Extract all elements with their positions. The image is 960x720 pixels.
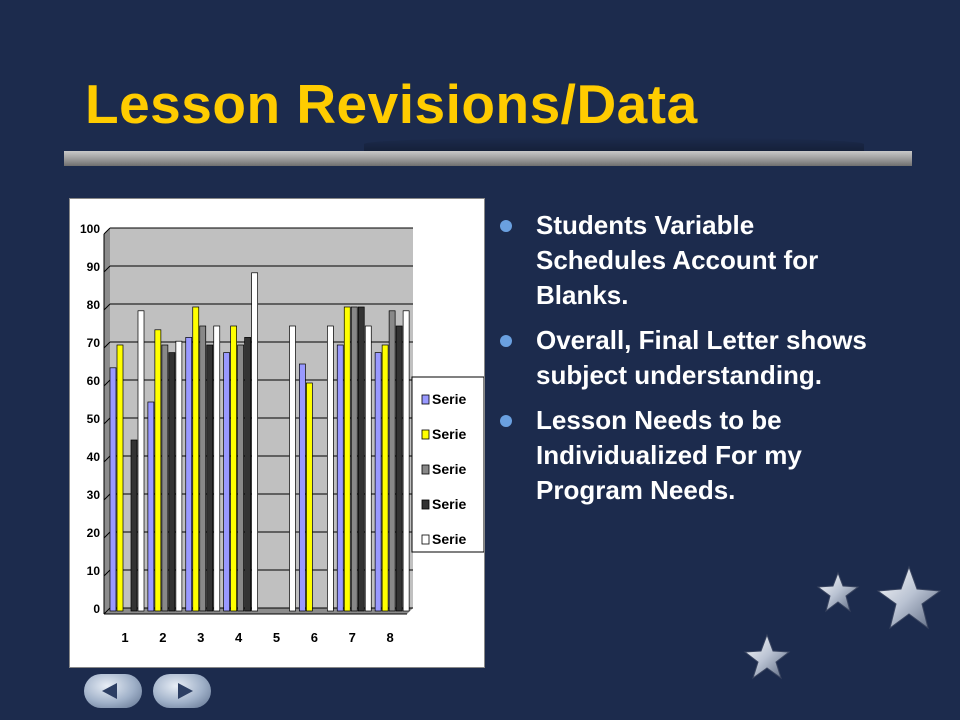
star-icon <box>745 635 789 678</box>
previous-slide-button[interactable] <box>84 674 142 708</box>
y-tick-label: 0 <box>93 602 100 616</box>
legend-label: Serie <box>432 426 467 442</box>
x-tick-label: 4 <box>234 630 243 645</box>
legend-label: Serie <box>432 391 467 407</box>
next-slide-button[interactable] <box>153 674 211 708</box>
x-tick-label: 1 <box>121 630 129 645</box>
x-tick-label: 7 <box>348 630 356 645</box>
star-icon <box>878 567 940 628</box>
bullet-text: Lesson Needs to be Individualized For my Program Needs. <box>536 405 802 505</box>
y-tick-label: 60 <box>86 374 100 388</box>
legend-label: Serie <box>432 461 467 477</box>
slide-title: Lesson Revisions/Data <box>85 73 698 135</box>
left-arrow-icon <box>84 674 142 708</box>
x-tick-label: 3 <box>197 630 205 645</box>
right-arrow-icon <box>153 674 211 708</box>
x-tick-label: 2 <box>159 630 167 645</box>
x-tick-label: 5 <box>272 630 281 645</box>
y-tick-label: 70 <box>86 336 100 350</box>
y-tick-label: 10 <box>86 564 100 578</box>
star-icon <box>818 573 858 611</box>
x-tick-label: 8 <box>386 630 394 645</box>
bullet-text: Overall, Final Letter shows subject understanding. <box>536 325 867 390</box>
legend-label: Serie <box>432 531 467 547</box>
y-tick-label: 100 <box>79 222 100 236</box>
y-tick-label: 50 <box>86 412 100 426</box>
x-tick-label: 6 <box>310 630 318 645</box>
y-tick-label: 40 <box>86 450 100 464</box>
y-tick-label: 30 <box>86 488 100 502</box>
y-tick-label: 90 <box>86 260 100 274</box>
legend-label: Serie <box>432 496 467 512</box>
bullet-text: Students Variable Schedules Account for Blanks. <box>536 210 819 310</box>
y-tick-label: 20 <box>86 526 100 540</box>
y-tick-label: 80 <box>86 298 100 312</box>
